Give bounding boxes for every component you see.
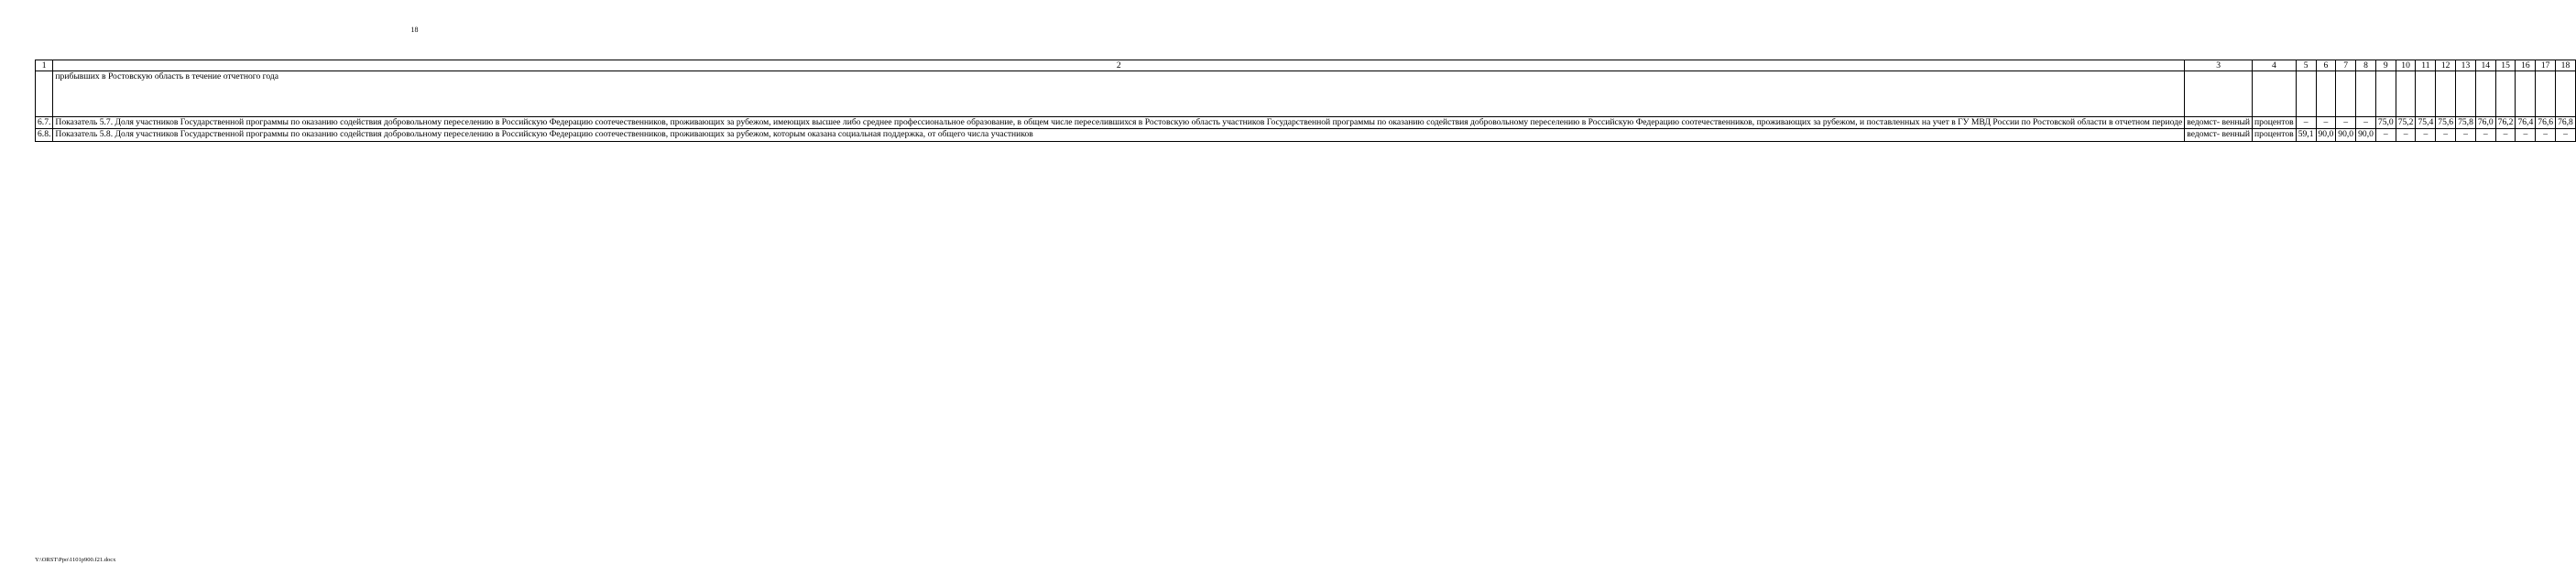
value-cell: 75,6 [2436,117,2456,129]
column-header: 8 [2356,60,2376,71]
indicator-name: Показатель 5.8. Доля участников Государственной программы по оказанию содействия добровольному переселению в Российскую Федерацию соотечественников, проживающих за рубежом, которым оказана социальная поддержка, от общего числа участников [53,129,2185,141]
column-header: 14 [2475,60,2495,71]
row-number: 6.7. [36,117,53,129]
indicator-unit: процентов [2253,117,2297,129]
table-cell [2356,71,2376,117]
column-header: 1 [36,60,53,71]
column-header: 13 [2456,60,2476,71]
column-header: 16 [2516,60,2536,71]
table-row [36,129,2576,141]
indicator-table [35,60,2576,142]
indicator-unit: процентов [2253,129,2297,141]
value-cell: 75,2 [2396,117,2416,129]
table-cell [2396,71,2416,117]
value-cell: 76,0 [2475,117,2495,129]
value-cell: 59,1 [2296,129,2316,141]
value-cell: – [2475,129,2495,141]
table-cell [2375,71,2396,117]
value-cell: – [2375,129,2396,141]
value-cell: – [2536,129,2556,141]
column-header: 15 [2495,60,2516,71]
value-cell: – [2516,129,2536,141]
value-cell: – [2316,117,2336,129]
column-header: 10 [2396,60,2416,71]
value-cell: 76,2 [2495,117,2516,129]
table-cell [2185,71,2253,117]
value-cell: 75,8 [2456,117,2476,129]
header-row [36,60,2576,71]
table-cell [2316,71,2336,117]
table-cell [2516,71,2536,117]
table-cell [2336,71,2356,117]
continuation-text: прибывших в Ростовскую область в течение отчетного года [53,71,2185,117]
indicator-type: ведомст- венный [2185,129,2253,141]
table-cell [2416,71,2436,117]
value-cell: – [2336,117,2356,129]
column-header: 17 [2536,60,2556,71]
column-header: 3 [2185,60,2253,71]
continuation-row [36,71,2576,117]
column-header: 5 [2296,60,2316,71]
table-row [36,117,2576,129]
value-cell: 90,0 [2356,129,2376,141]
table-cell [2456,71,2476,117]
table-cell [2296,71,2316,117]
table-cell [36,71,53,117]
column-header: 7 [2336,60,2356,71]
table-cell [2495,71,2516,117]
value-cell: – [2356,117,2376,129]
value-cell: 90,0 [2336,129,2356,141]
value-cell: 76,6 [2536,117,2556,129]
value-cell: – [2436,129,2456,141]
file-path-footer: Y:\ORST\Ppo\1101p900.f21.docx [35,557,116,563]
value-cell: 76,4 [2516,117,2536,129]
row-number: 6.8. [36,129,53,141]
column-header: 2 [53,60,2185,71]
value-cell: – [2556,129,2576,141]
column-header: 18 [2556,60,2576,71]
table-cell [2436,71,2456,117]
value-cell: 75,0 [2375,117,2396,129]
indicator-type: ведомст- венный [2185,117,2253,129]
table-cell [2556,71,2576,117]
column-header: 12 [2436,60,2456,71]
table-cell [2475,71,2495,117]
value-cell: – [2416,129,2436,141]
value-cell: – [2396,129,2416,141]
indicator-name: Показатель 5.7. Доля участников Государственной программы по оказанию содействия добровольному переселению в Российскую Федерацию соотечественников, проживающих за рубежом, имеющих высшее либо среднее профессиональное образование, в общем числе переселившихся в Ростовскую область участников Государственной программы по оказанию содействия добровольному переселению в Российскую Федерацию соотечественников, проживающих за рубежом, и поставленных на учет в ГУ МВД России по Ростовской области в отчетном периоде [53,117,2185,129]
value-cell: 75,4 [2416,117,2436,129]
column-header: 4 [2253,60,2297,71]
value-cell: 76,8 [2556,117,2576,129]
column-header: 6 [2316,60,2336,71]
table-cell [2253,71,2297,117]
value-cell: – [2296,117,2316,129]
column-header: 11 [2416,60,2436,71]
column-header: 9 [2375,60,2396,71]
value-cell: – [2495,129,2516,141]
table-cell [2536,71,2556,117]
value-cell: 90,0 [2316,129,2336,141]
page-number: 18 [410,26,419,34]
value-cell: – [2456,129,2476,141]
